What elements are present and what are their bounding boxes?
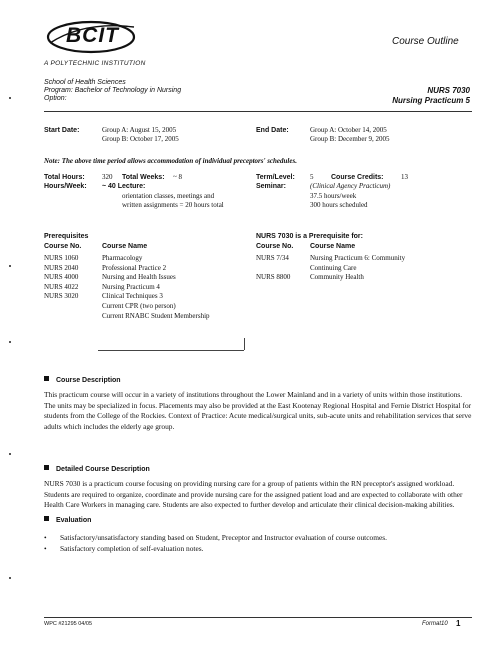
seminar-line-2: 37.5 hours/week (310, 192, 357, 200)
course-name-cell: Continuing Care (310, 263, 357, 272)
evaluation-item (44, 533, 387, 543)
scan-speck (9, 265, 11, 267)
start-date-label: Start Date: (44, 127, 80, 134)
lecture-label: ~ 40 Lecture: (102, 183, 146, 190)
prereq-for-col-course-name: Course Name (310, 243, 356, 250)
table-row (256, 253, 472, 263)
course-no-cell: NURS 4000 (44, 273, 79, 282)
school-name: School of Health Sciences (44, 79, 126, 86)
course-name-cell: Nursing and Health Issues (102, 273, 176, 282)
seminar-label: Seminar: (256, 183, 286, 190)
lecture-line-1: orientation classes, meetings and (122, 192, 215, 200)
start-date-a: Group A: August 15, 2005 (102, 126, 177, 134)
seminar-line-3: 300 hours scheduled (310, 201, 368, 209)
course-description-text: This practicum course will occur in a variety of institutions throughout the Lower Mainland and in a variety of units within those institutions. The units may be specialized in focus. Placements may also be provided at the East Kootenay Regional Hospital and Fernie District Hospital for students from the College of the Rockies. Context of Practice: Acute medical/surgical units, sub-acute units and rehabilitation services that serve adults which includes the elderly age group. (44, 390, 472, 431)
end-date-label: End Date: (256, 127, 289, 134)
evaluation-heading (44, 516, 91, 525)
evaluation-item (44, 544, 203, 554)
term-level-label: Term/Level: (256, 174, 295, 181)
course-name-cell: Community Health (310, 273, 364, 282)
footer-format: Format10 (422, 621, 448, 627)
hours-week-label: Hours/Week: (44, 183, 87, 190)
course-name-cell: Current CPR (two person) (102, 302, 176, 310)
total-weeks-value: ~ 8 (173, 173, 183, 181)
course-no-cell: NURS 1060 (44, 254, 79, 262)
table-row (256, 263, 472, 273)
course-description-heading-text: Course Description (56, 377, 121, 384)
footer-doc-id: WPC #21295 04/05 (44, 621, 93, 627)
bullet-dot-icon: • (44, 544, 47, 553)
page-number: 1 (456, 619, 461, 628)
end-date-a: Group A: October 14, 2005 (310, 126, 387, 134)
course-name-cell: Professional Practice 2 (102, 263, 167, 272)
evaluation-item-text: Satisfactory/unsatisfactory standing based on Student, Preceptor and Instructor evaluation of course outcomes. (60, 533, 387, 542)
course-no-cell: NURS 2040 (44, 263, 79, 272)
end-date-b: Group B: December 9, 2005 (310, 135, 390, 143)
course-no-cell: NURS 3020 (44, 292, 79, 301)
course-credits-value: 13 (401, 173, 408, 181)
detailed-description-heading (44, 465, 150, 474)
note-text: Note: The above time period allows accommodation of individual preceptors' schedules. (44, 157, 297, 165)
option-label: Option: (44, 95, 67, 102)
divider (44, 111, 472, 112)
seminar-line-1: (Clinical Agency Practicum) (310, 182, 391, 190)
bullet-dot-icon: • (44, 533, 47, 542)
bcit-logo (44, 17, 138, 55)
doc-type: Course Outline (392, 36, 459, 47)
prereq-for-title: NURS 7030 is a Prerequisite for: (256, 233, 363, 240)
course-name-cell: Current RNABC Student Membership (102, 311, 210, 320)
course-name-cell: Nursing Practicum 4 (102, 282, 160, 291)
table-row (44, 272, 254, 282)
evaluation-heading-text: Evaluation (56, 517, 92, 524)
start-date-b: Group B: October 17, 2005 (102, 135, 179, 143)
total-weeks-label: Total Weeks: (122, 174, 165, 181)
course-name-cell: Clinical Techniques 3 (102, 292, 163, 301)
scan-speck (9, 577, 11, 579)
prereq-table-border-right (244, 338, 245, 350)
footer-divider (44, 617, 472, 618)
detailed-description-heading-text: Detailed Course Description (56, 466, 150, 473)
program-name: Program: Bachelor of Technology in Nursing (44, 87, 182, 94)
detailed-description-text: NURS 7030 is a practicum course focusing on providing nursing care for a group of patients within the RN preceptor's assigned workload. Students are required to organize, coordinate and provide nursing care for the assigned patient load and are expected to collaborate with other Health Care Workers in managing care. Students are also expected to further develop and articulate their clinical decision-making abilities. (44, 479, 463, 509)
course-code: NURS 7030 (427, 86, 470, 95)
total-hours-label: Total Hours: (44, 174, 85, 181)
table-row (44, 263, 254, 273)
table-row (256, 272, 472, 282)
prereq-col-course-name: Course Name (102, 243, 148, 250)
table-row (44, 301, 254, 311)
term-level-value: 5 (310, 173, 314, 181)
square-bullet-icon (44, 516, 49, 521)
prereq-for-col-course-no: Course No. (256, 243, 294, 250)
evaluation-item-text: Satisfactory completion of self-evaluation notes. (60, 544, 204, 553)
prerequisites-title: Prerequisites (44, 233, 89, 240)
course-credits-label: Course Credits: (331, 174, 384, 181)
scan-speck (9, 341, 11, 343)
logo-tagline: A POLYTECHNIC INSTITUTION (44, 60, 146, 67)
course-name-cell: Nursing Practicum 6: Community (310, 254, 406, 262)
course-no-cell: NURS 7/34 (256, 254, 289, 262)
square-bullet-icon (44, 376, 49, 381)
scan-speck (9, 97, 11, 99)
course-name-cell: Pharmacology (102, 254, 143, 262)
scan-speck (9, 453, 11, 455)
course-no-cell: NURS 4022 (44, 282, 79, 291)
table-row (44, 282, 254, 292)
course-no-cell: NURS 8800 (256, 273, 291, 282)
prereq-table-border (98, 350, 244, 351)
lecture-line-2: written assignments = 20 hours total (122, 201, 224, 209)
table-row (44, 291, 254, 301)
square-bullet-icon (44, 465, 49, 470)
course-description-heading (44, 376, 121, 385)
table-row (44, 253, 254, 263)
total-hours-value: 320 (102, 173, 113, 181)
course-title: Nursing Practicum 5 (392, 96, 470, 105)
logo-text: BCIT (66, 24, 119, 47)
table-row (44, 311, 254, 321)
prereq-col-course-no: Course No. (44, 243, 82, 250)
